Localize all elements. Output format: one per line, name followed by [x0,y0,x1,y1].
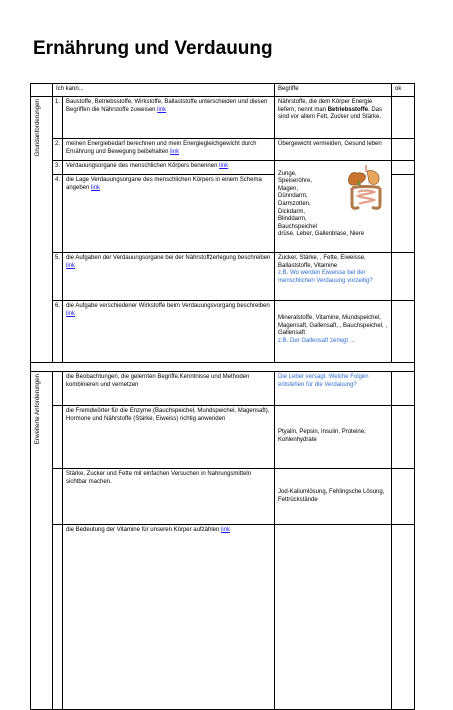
table-row [31,469,415,525]
ok-cell[interactable] [392,175,415,253]
task-link[interactable]: link [66,310,76,317]
task-text: die Aufgabe verschiedener Wirkstoffe beim Verdauungsvorgang beschreiben [66,303,270,309]
task-cell [63,175,275,253]
terms-text-post: . Das sind vor allem Fett, Zucker und Stärke. [278,106,383,121]
terms-cell [275,525,392,710]
ok-cell[interactable] [392,372,415,406]
task-link[interactable]: link [157,106,167,113]
task-cell: Stärke, Zucker und Fette mit einfachen Versuchen in Nahrungsmitteln sichtbar machen. [63,469,275,525]
task-text: Verdauungsorgane des menschlichen Körpers benennen [66,163,218,169]
ok-cell[interactable] [392,253,415,301]
section-spacer [31,363,415,372]
task-cell: die Beobachtungen, die gelernten Begriffe,Kenntnisse und Methoden kombinieren und vernetzen [63,372,275,406]
header-terms: Begriffe [275,84,392,97]
terms-question: z.B. Wo werden Eiweisse bei der menschlichen Verdauung vorzeitig? [278,270,373,284]
terms-text: Jod-Kaliumlösung, Fehlingsche Lösung, Fettrückstände [278,488,385,503]
table-row [31,253,415,301]
task-link[interactable]: link [219,163,229,169]
terms-example: z.B. Der Gallensaft zerlegt ... [278,337,355,344]
terms-cell [275,97,392,139]
terms-cell [275,372,392,406]
terms-question: Die Leber versagt. Welche Folgen entstehen für die Verdauung? [278,374,369,388]
organs-list: Zunge, Speiseröhre, Magen, Dünndarm, Darmzotten, Dickdarm, Blinddarm, Bauchspeichel drüse, Leber, Gallenblase, Niere [278,170,365,238]
terms-cell [275,301,392,363]
task-link[interactable]: link [221,527,231,533]
ok-cell[interactable] [392,161,415,175]
ok-cell[interactable] [392,139,415,161]
header-task: Ich kann... [53,84,275,97]
terms-text: Mineralstoffe, Vitamine, Mundspeichel, Magensaft, Gallensaft, , Bauchspeichel, , Gallensaft [278,315,388,337]
ok-cell[interactable] [392,97,415,139]
header-side-cell [31,84,53,97]
section-label-basic [31,97,53,363]
terms-cell [275,253,392,301]
task-cell: die Fremdwörter für die Enzyme (Bauchspeichel, Mundspeichel, Magensaft), Hormone und Nährstoffe (Stärke, Eiweiss) richtig anwenden [63,406,275,469]
terms-cell [275,406,392,469]
table-row [31,406,415,469]
row-number: 6. [53,301,63,363]
terms-bold-text: Betriebsstoffe [327,106,369,113]
task-text: meinen Energiebedarf berechnen und mein Energiegleichgewicht durch Ernährung und Bewegung beibehalten [66,141,257,155]
row-number: 5. [53,253,63,301]
digestive-organs-diagram-icon [343,163,389,213]
terms-cell-organs [275,161,392,253]
section-basic-text: Grundanforderungen [34,99,41,157]
task-cell [63,161,275,175]
ok-cell[interactable] [392,525,415,710]
spacer-cell [31,363,415,372]
section-label-advanced [31,372,53,710]
terms-cell: Übergewicht vermeiden, Gesund leben [275,139,392,161]
header-ok: ok [392,84,415,97]
ok-cell[interactable] [392,301,415,363]
task-cell [63,139,275,161]
row-number [53,372,63,406]
row-number: 1. [53,97,63,139]
task-text: die Lage Verdauungsorgane des menschlichen Körpers in einem Schema angeben [66,177,262,191]
task-cell [63,253,275,301]
row-number: 2. [53,139,63,161]
table-header-row [31,84,415,97]
ok-cell[interactable] [392,406,415,469]
table-row [31,139,415,161]
task-link[interactable]: link [170,148,180,155]
ok-cell[interactable] [392,469,415,525]
row-number [53,525,63,710]
page-title: Ernährung und Verdauung [33,38,273,59]
row-number [53,469,63,525]
terms-cell [275,469,392,525]
task-text: die Bedeutung der Vitamine für unseren Körper aufzählen [66,527,220,533]
row-number: 3. [53,161,63,175]
table-row [31,301,415,363]
row-number: 4. [53,175,63,253]
terms-text: Ptyalin, Pepsin, Insulin, Proteine, Kohlenhydrate [278,429,366,443]
competency-table [30,83,415,710]
table-row [31,372,415,406]
task-text: die Aufgaben der Verdauungsorgane bei der Nährstoffzerlegung beschreiben [66,255,271,261]
task-text: Baustoffe, Betriebsstoffe, Wirkstoffe, Ballaststoffe unterscheiden und diesen Begriffen die Nährstoffe zuweisen [66,99,268,113]
terms-text: Zucker, Stärke, , Fette, Eiweisse, Ballaststoffe, Vitamine [278,255,366,269]
task-cell [63,97,275,139]
task-link[interactable]: link [66,262,76,269]
task-cell [63,525,275,710]
section-advanced-text: Erweiterte Anforderungen [34,374,41,445]
task-cell [63,301,275,363]
row-number [53,406,63,469]
task-link[interactable]: link [91,184,101,191]
terms-text: Nährstoffe, die dem Körper Energie liefern, nennt man [278,99,373,113]
table-row [31,525,415,710]
table-row [31,161,415,175]
table-row [31,97,415,139]
